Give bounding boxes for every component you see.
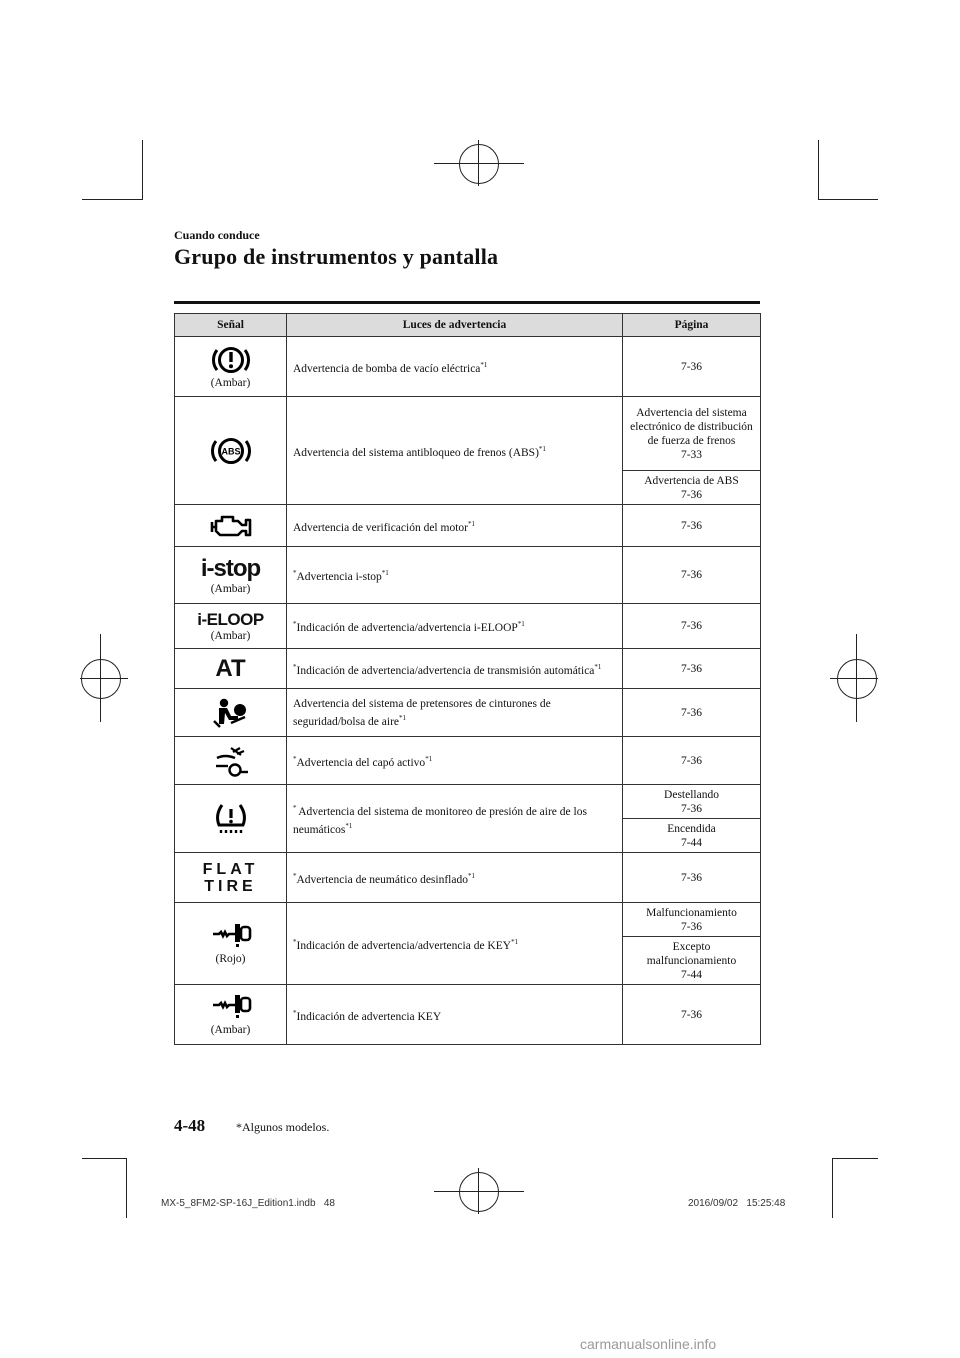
description-cell xyxy=(287,397,623,505)
svg-text:ABS: ABS xyxy=(220,446,241,456)
table-row xyxy=(175,689,761,737)
signal-caption: (Ambar) xyxy=(210,582,251,595)
description-cell xyxy=(287,337,623,397)
section-label: Cuando conduce xyxy=(174,228,260,242)
active-hood-icon xyxy=(211,744,251,778)
signal-cell xyxy=(175,785,287,853)
table-row xyxy=(175,649,761,689)
description-text: Indicación de advertencia/advertencia de transmisión automática xyxy=(296,664,595,677)
exclamation-circle-icon xyxy=(211,344,251,376)
page-cell: 7-36 xyxy=(623,337,761,397)
table-row xyxy=(175,604,761,649)
footer-filename: MX-5_8FM2-SP-16J_Edition1.indb 48 xyxy=(161,1198,335,1209)
description-cell xyxy=(287,649,623,689)
footnote-marker: *1 xyxy=(538,444,546,453)
column-header-warning-lights: Luces de advertencia xyxy=(287,314,623,337)
description-cell xyxy=(287,604,623,649)
page-cell: 7-36 xyxy=(623,604,761,649)
description-text: Indicación de advertencia/advertencia de KEY xyxy=(296,939,512,952)
signal-caption: (Rojo) xyxy=(215,953,246,965)
description-prefix: * xyxy=(293,937,297,946)
description-text: Advertencia de verificación del motor xyxy=(293,521,468,534)
signal-cell xyxy=(175,903,287,985)
page-cell: Advertencia del sistema electrónico de distribución de fuerza de frenos 7-33 xyxy=(623,397,761,471)
page-cell: Excepto malfuncionamiento 7-44 xyxy=(623,937,761,985)
footnote-marker: *1 xyxy=(511,937,519,946)
signal-cell xyxy=(175,853,287,903)
at-icon: AT xyxy=(215,654,246,682)
column-header-page: Página xyxy=(623,314,761,337)
table-row xyxy=(175,337,761,397)
footnote-marker: *1 xyxy=(381,569,389,578)
i-eloop-icon: i-ELOOP xyxy=(197,610,264,629)
page-cell: 7-36 xyxy=(623,649,761,689)
footnote-marker: *1 xyxy=(594,662,602,671)
description-cell xyxy=(287,785,623,853)
footnote-marker: *1 xyxy=(399,713,407,722)
description-cell xyxy=(287,689,623,737)
description-cell xyxy=(287,737,623,785)
signal-cell xyxy=(175,604,287,649)
description-text: Advertencia del sistema antibloqueo de frenos (ABS) xyxy=(293,446,539,459)
page-cell: 7-36 xyxy=(623,985,761,1045)
description-prefix: * xyxy=(293,662,297,671)
footnote-marker: *1 xyxy=(517,620,525,629)
table-row xyxy=(175,737,761,785)
signal-cell xyxy=(175,649,287,689)
description-text: Advertencia de bomba de vacío eléctrica xyxy=(293,362,481,375)
table-row xyxy=(175,547,761,604)
table-row xyxy=(175,853,761,903)
airbag-icon xyxy=(211,697,251,729)
signal-caption: (Ambar) xyxy=(210,630,251,642)
footnote-marker: *1 xyxy=(425,754,433,763)
abs-icon xyxy=(210,434,252,468)
signal-caption: (Ambar) xyxy=(210,1024,251,1036)
description-text: Advertencia del sistema de monitoreo de presión de aire de los neumáticos xyxy=(293,805,587,836)
page-cell: 7-36 xyxy=(623,853,761,903)
engine-icon xyxy=(209,513,253,539)
description-prefix: * xyxy=(293,871,297,880)
description-text: Indicación de advertencia KEY xyxy=(296,1010,442,1023)
description-text: Indicación de advertencia/advertencia i-ELOOP xyxy=(296,621,518,634)
description-text: Advertencia i-stop xyxy=(296,570,382,583)
description-prefix: * xyxy=(293,620,297,629)
table-row xyxy=(175,785,761,819)
footnote-marker: *1 xyxy=(467,871,475,880)
signal-cell xyxy=(175,505,287,547)
description-prefix: * xyxy=(293,569,297,578)
tire-pressure-icon xyxy=(211,801,251,837)
signal-cell xyxy=(175,689,287,737)
signal-cell xyxy=(175,397,287,505)
page-cell: Encendida 7-44 xyxy=(623,819,761,853)
page-title: Grupo de instrumentos y pantalla xyxy=(174,244,499,269)
page-cell: 7-36 xyxy=(623,547,761,604)
signal-cell xyxy=(175,737,287,785)
page-cell: 7-36 xyxy=(623,689,761,737)
description-cell xyxy=(287,903,623,985)
flat-tire-icon: FLAT TIRE xyxy=(202,860,259,895)
table-row xyxy=(175,903,761,937)
description-prefix: * xyxy=(293,1008,297,1017)
footnote: *Algunos modelos. xyxy=(236,1120,330,1134)
signal-caption: (Ambar) xyxy=(210,377,251,389)
description-cell xyxy=(287,853,623,903)
footer-timestamp: 2016/09/02 15:25:48 xyxy=(688,1198,786,1209)
description-cell xyxy=(287,547,623,604)
page-cell: Destellando 7-36 xyxy=(623,785,761,819)
description-text: Advertencia del capó activo xyxy=(296,756,426,769)
i-stop-icon: i-stop xyxy=(200,554,261,582)
watermark: carmanualsonline.info xyxy=(580,1336,717,1352)
table-row xyxy=(175,985,761,1045)
description-cell xyxy=(287,505,623,547)
page-cell: 7-36 xyxy=(623,737,761,785)
signal-cell xyxy=(175,547,287,604)
key-icon xyxy=(209,993,253,1023)
footnote-marker: *1 xyxy=(467,519,475,528)
table-row xyxy=(175,397,761,471)
table-row xyxy=(175,505,761,547)
footnote-marker: *1 xyxy=(480,360,488,369)
page-cell: Malfuncionamiento 7-36 xyxy=(623,903,761,937)
description-prefix: * xyxy=(293,754,297,763)
signal-cell xyxy=(175,337,287,397)
key-icon xyxy=(209,922,253,952)
page-number: 4-48 xyxy=(174,1116,206,1135)
page-cell: Advertencia de ABS 7-36 xyxy=(623,471,761,505)
page-cell: 7-36 xyxy=(623,505,761,547)
description-prefix: * xyxy=(293,803,299,812)
title-rule xyxy=(174,301,760,304)
footnote-marker: *1 xyxy=(345,821,353,830)
column-header-signal: Señal xyxy=(175,314,287,337)
description-text: Advertencia del sistema de pretensores de cinturones de seguridad/bolsa de aire xyxy=(293,697,551,728)
description-cell xyxy=(287,985,623,1045)
table-header-row xyxy=(175,314,761,337)
description-text: Advertencia de neumático desinflado xyxy=(296,873,468,886)
signal-cell xyxy=(175,985,287,1045)
warning-lights-table xyxy=(174,313,761,1045)
